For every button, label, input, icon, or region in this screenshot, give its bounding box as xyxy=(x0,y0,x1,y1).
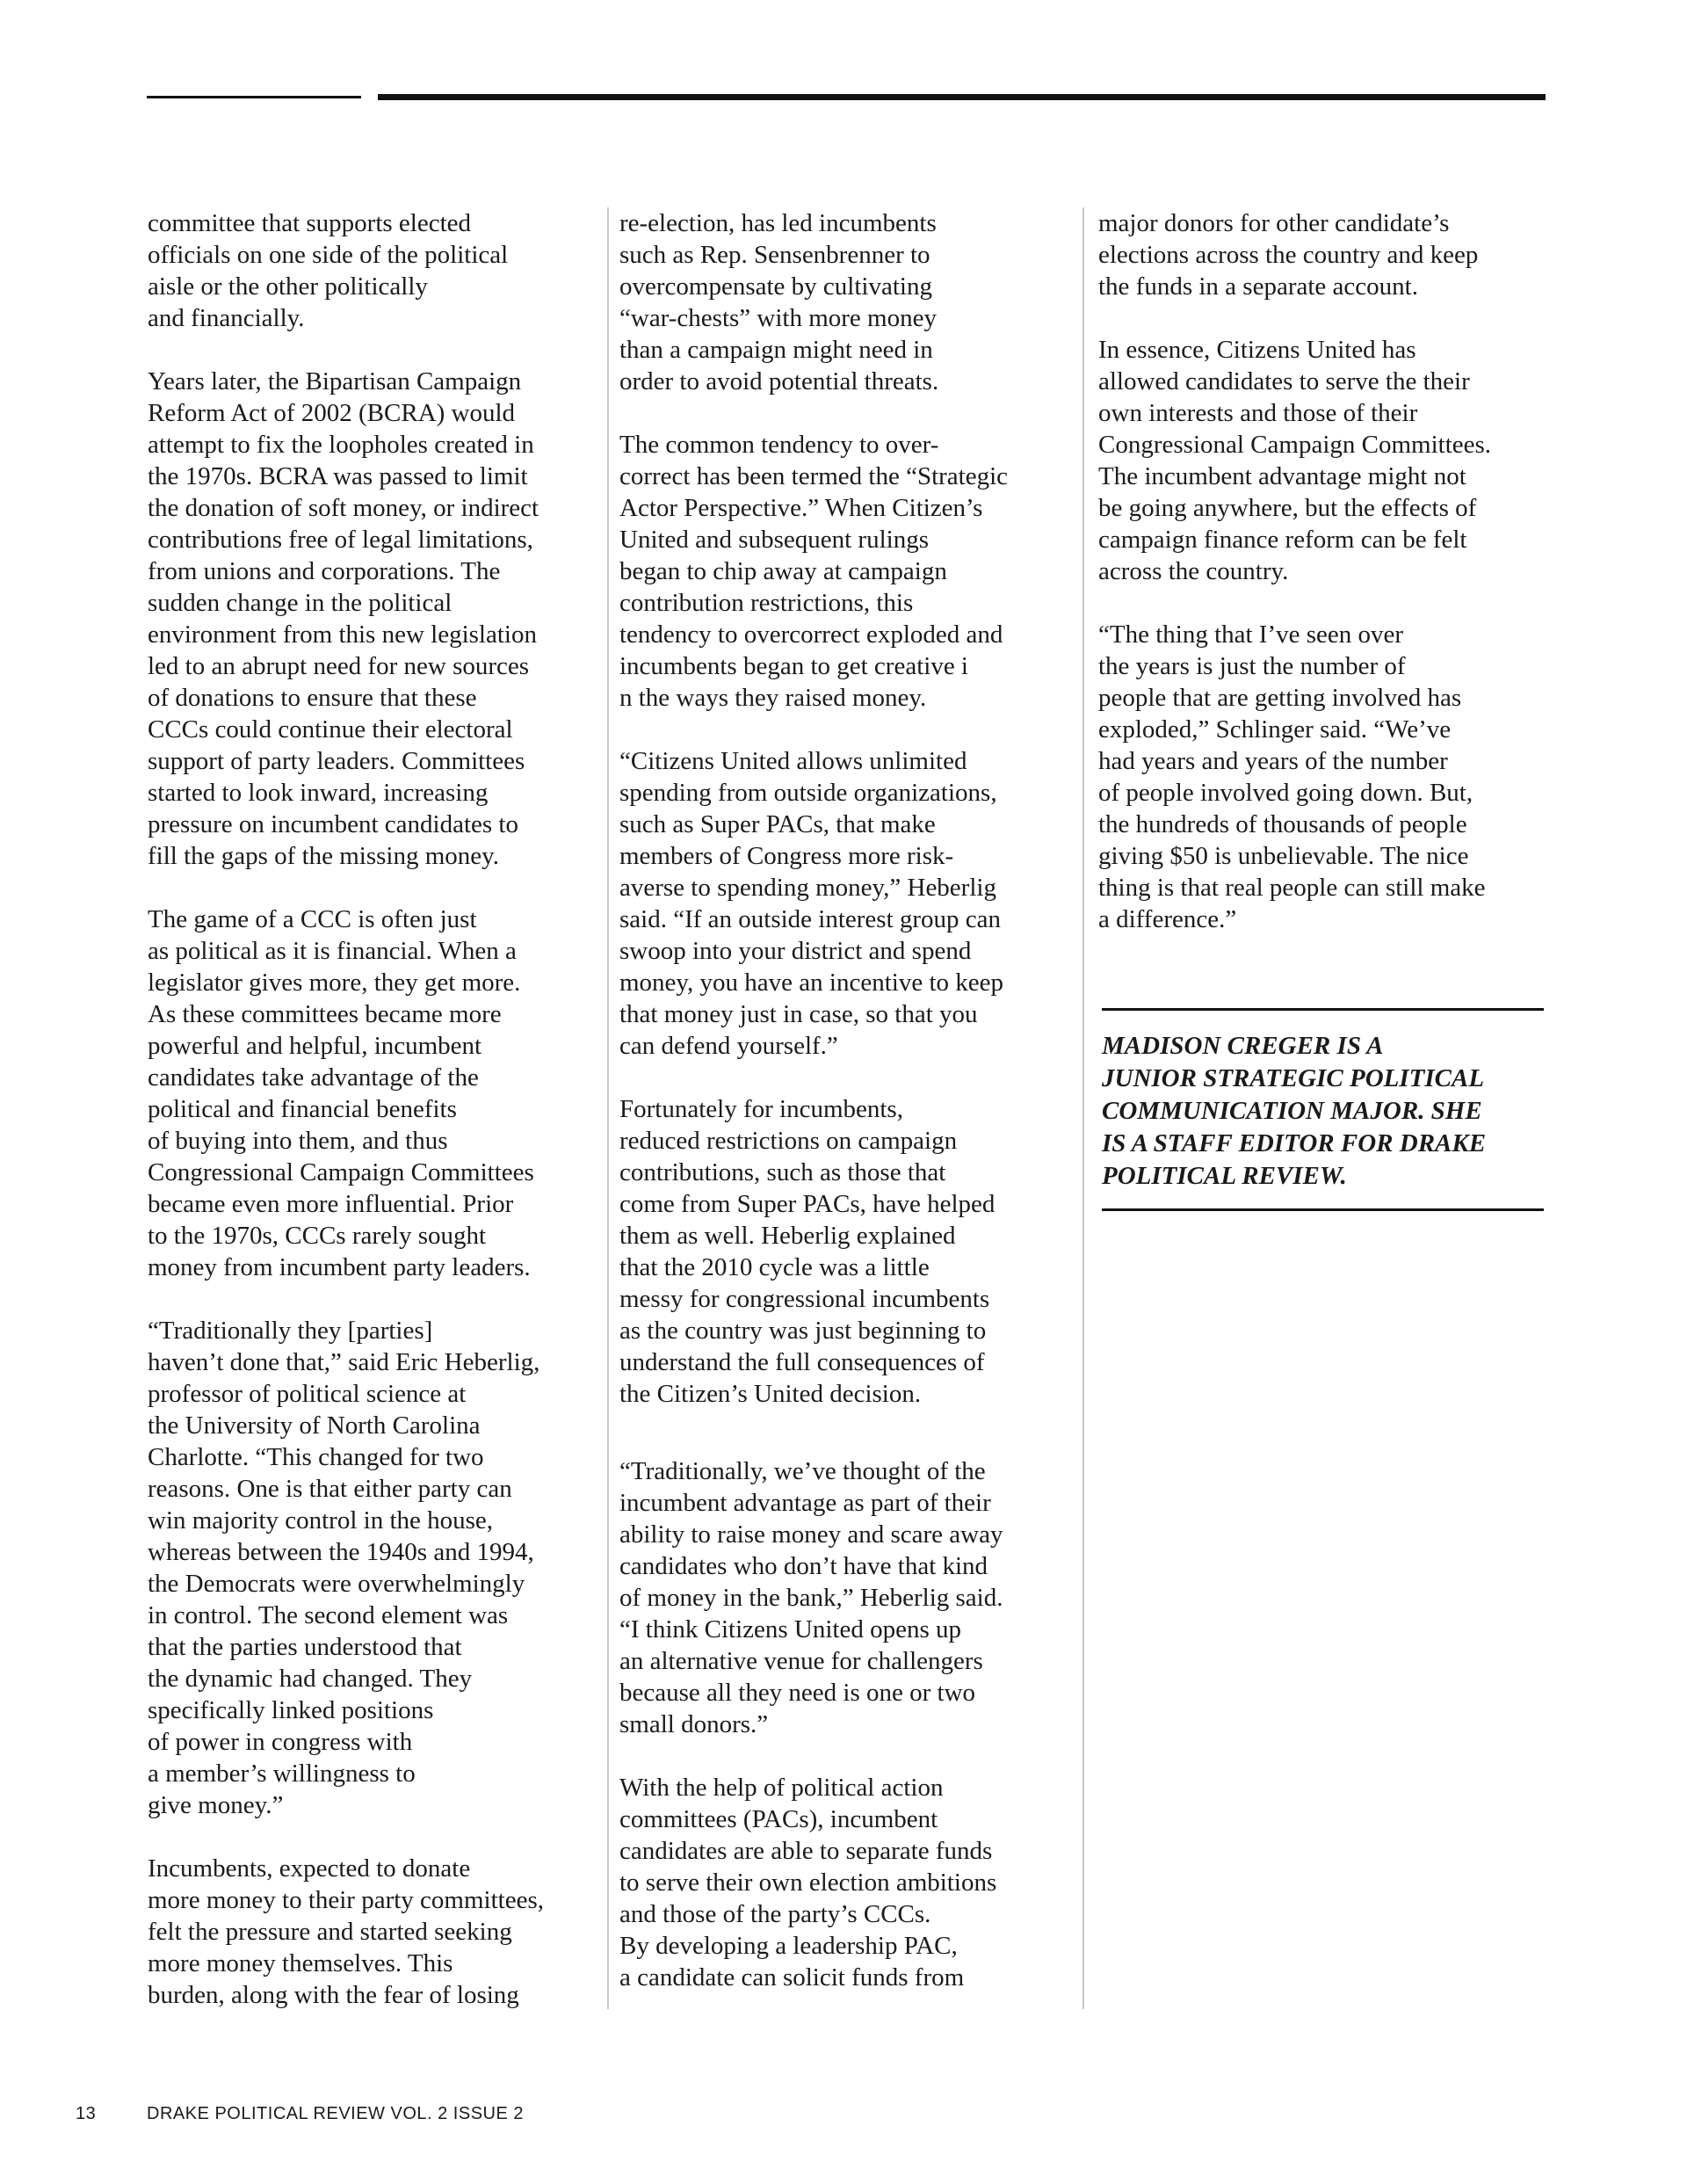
paragraph: “Citizens United allows unlimited spending from outside organizations, such as Super PACs, that make members of Congress more risk- averse to spending money,” Heberlig said. “If an outside interest group can swoop into your district and spend money, you have an incentive to keep that money just in case, so that you can defend yourself.” xyxy=(619,747,1003,1060)
paragraph: In essence, Citizens United has allowed candidates to serve the their own interests and those of their Congressional Campaign Committees. The incumbent advantage might not be going anywhere, but the effects of campaign finance reform can be felt across the country. xyxy=(1098,336,1492,585)
paragraph: The common tendency to over- correct has been termed the “Strategic Actor Perspective.” When Citizen’s United and subsequent rulings began to chip away at campaign contribution restrictions, this tendency to overcorrect exploded and incumbents began to get creative i n the ways they raised money. xyxy=(619,431,1009,712)
header-rule-long xyxy=(378,94,1546,100)
article-column-1 xyxy=(148,207,605,2043)
paragraph: “Traditionally they [parties] haven’t done that,” said Eric Heberlig, professor of political science at the University of North Carolina Charlotte. “This changed for two reasons. One is that either party can win majority control in the house, whereas between the 1940s and 1994, the Democrats were overwhelmingly in control. The second element was that the parties understood that the dynamic had changed. They specifically linked positions of power in congress with a member’s willingness to give money.” xyxy=(148,1317,540,1819)
column-divider xyxy=(607,207,609,2009)
page-number: 13 xyxy=(76,2104,97,2123)
article-column-3 xyxy=(1098,207,1546,967)
header-rule-short xyxy=(147,96,361,98)
column-divider xyxy=(1082,207,1084,2009)
publication-footer: DRAKE POLITICAL REVIEW VOL. 2 ISSUE 2 xyxy=(147,2104,524,2123)
paragraph: Years later, the Bipartisan Campaign Reform Act of 2002 (BCRA) would attempt to fix the loopholes created in the 1970s. BCRA was passed to limit the donation of soft money, or indirect contributions free of legal limitations, from unions and corporations. The sudden change in the political environment from this new legislation led to an abrupt need for new sources of donations to ensure that these CCCs could continue their electoral support of party leaders. Committees started to look inward, increasing pressure on incumbent candidates to fill the gaps of the missing money. xyxy=(148,367,539,870)
article-column-2 xyxy=(619,207,1076,2025)
author-bio: MADISON CREGER IS A JUNIOR STRATEGIC POLITICAL COMMUNICATION MAJOR. SHE IS A STAFF EDITOR FOR DRAKE POLITICAL REVIEW. xyxy=(1102,1032,1487,1190)
paragraph: major donors for other candidate’s elections across the country and keep the funds in a separate account. xyxy=(1098,209,1479,301)
author-bio-box xyxy=(1102,1008,1544,1211)
paragraph: committee that supports elected officials on one side of the political aisle or the other politically and financially. xyxy=(148,209,509,332)
paragraph: With the help of political action committees (PACs), incumbent candidates are able to separate funds to serve their own election ambitions and those of the party’s CCCs. By developing a leadership PAC, a candidate can solicit funds from xyxy=(619,1774,997,1992)
paragraph: Fortunately for incumbents, reduced restrictions on campaign contributions, such as those that come from Super PACs, have helped them as well. Heberlig explained that the 2010 cycle was a little messy for congressional incumbents as the country was just beginning to understand the full consequences of the Citizen’s United decision. xyxy=(619,1095,996,1408)
paragraph: The game of a CCC is often just as political as it is financial. When a legislator gives more, they get more. As these committees became more powerful and helpful, incumbent candidates take advantage of the political and financial benefits of buying into them, and thus Congressional Campaign Committees became even more influential. Prior to the 1970s, CCCs rarely sought money from incumbent party leaders. xyxy=(148,905,534,1281)
paragraph: “Traditionally, we’ve thought of the incumbent advantage as part of their ability to raise money and scare away candidates who don’t have that kind of money in the bank,” Heberlig said. “I think Citizens United opens up an alternative venue for challengers because all they need is one or two small donors.” xyxy=(619,1457,1003,1738)
paragraph: “The thing that I’ve seen over the years is just the number of people that are getting involved has exploded,” Schlinger said. “We’ve had years and years of the number of people involved going down. But, the hundreds of thousands of people giving $50 is unbelievable. The nice thing is that real people can still make a difference.” xyxy=(1098,620,1486,933)
paragraph: Incumbents, expected to donate more money to their party committees, felt the pressure and started seeking more money themselves. This burden, along with the fear of losing xyxy=(148,1854,544,2009)
paragraph: re-election, has led incumbents such as Rep. Sensenbrenner to overcompensate by cultivating “war-chests” with more money than a campaign might need in order to avoid potential threats. xyxy=(619,209,939,395)
